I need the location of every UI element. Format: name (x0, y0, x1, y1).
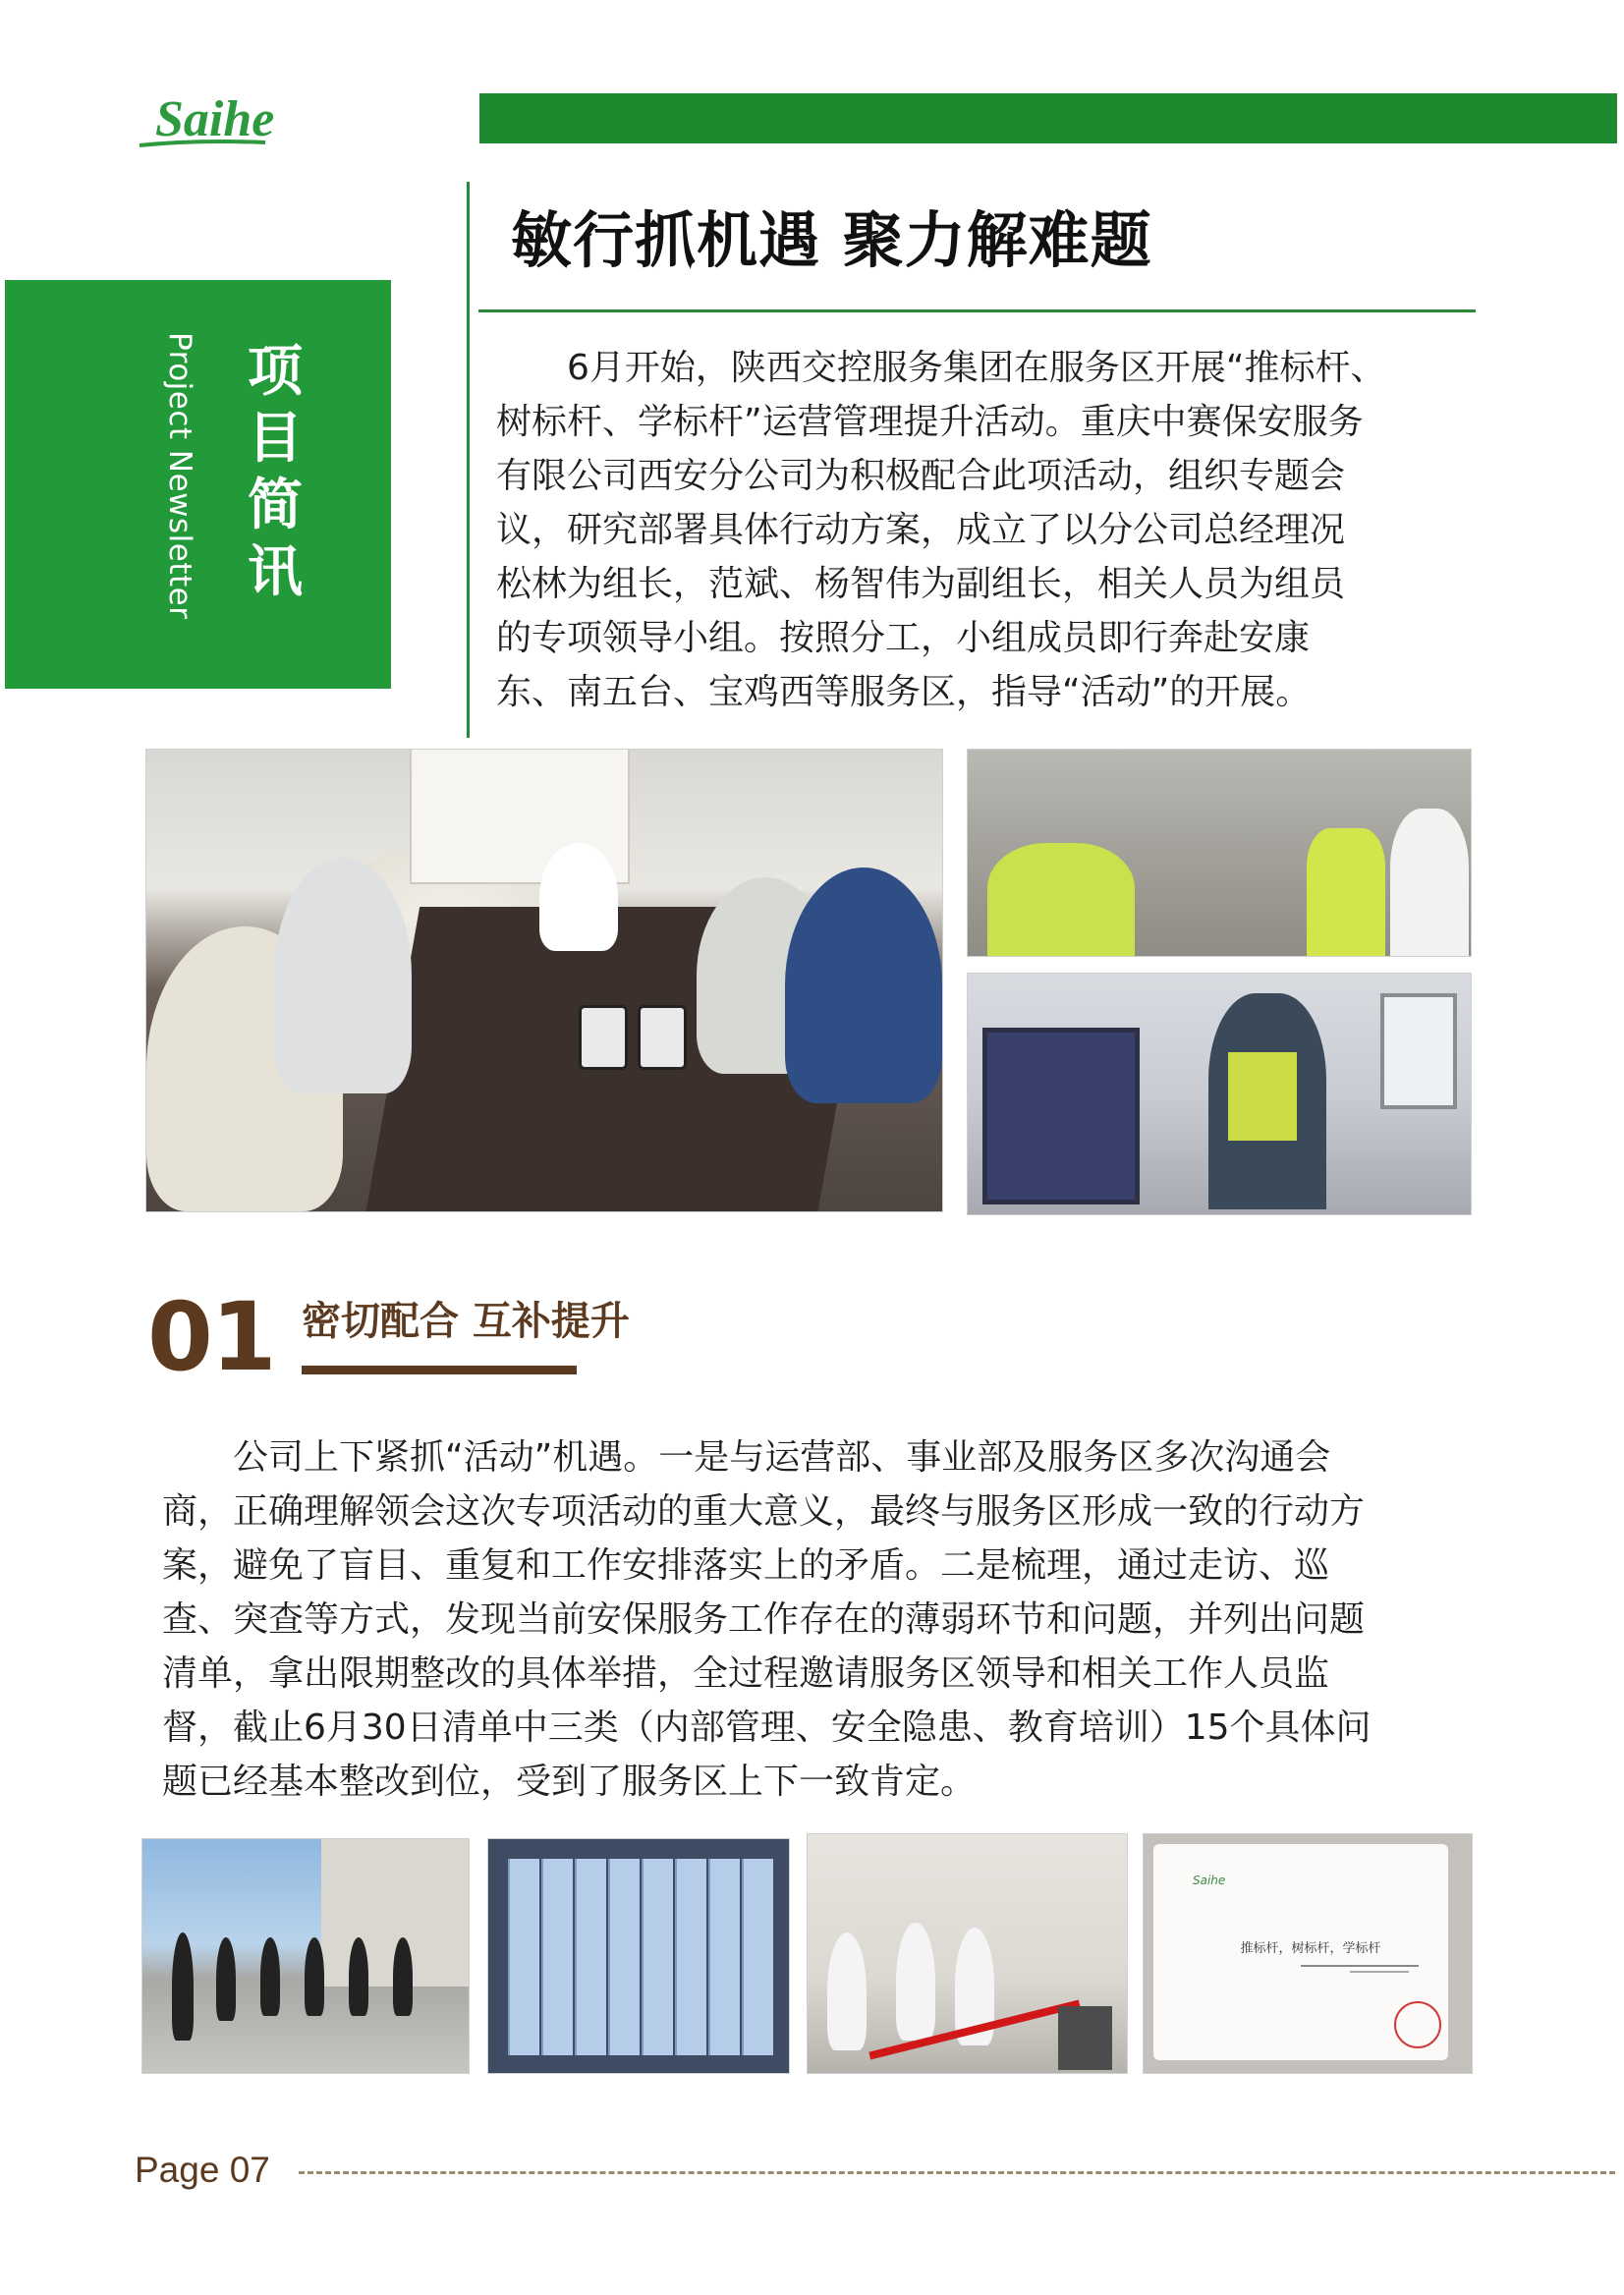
person-figure (349, 1937, 368, 2016)
binder (608, 1859, 640, 2055)
title-underline (478, 309, 1476, 312)
document-photo (1143, 1833, 1473, 2074)
section-line: 案，避免了盲目、重复和工作安排落实上的矛盾。二是梳理，通过走访、巡 (162, 1545, 1330, 1586)
dormitory-inspection-photo (967, 973, 1472, 1215)
vest-figure (1228, 1052, 1297, 1141)
guards-formation-photo (141, 1838, 470, 2074)
section-line: 商，正确理解领会这次专项活动的重大意义，最终与服务区形成一致的行动方 (162, 1491, 1366, 1532)
person-figure (827, 1932, 867, 2050)
section-line: 清单，拿出限期整改的具体举措，全过程邀请服务区领导和相关工作人员监 (162, 1653, 1330, 1694)
person-figure (393, 1937, 413, 2016)
logo-text: Saihe (155, 91, 275, 147)
binder (508, 1859, 539, 2055)
page-title: 敏行抓机遇 聚力解难题 (511, 204, 1152, 276)
section-number: 01 (147, 1282, 275, 1392)
intro-line: 松林为组长，范斌、杨智伟为副组长，相关人员为组员 (496, 564, 1346, 604)
person-figure (216, 1937, 236, 2021)
person-figure (274, 858, 412, 1093)
section-label-box (5, 280, 391, 689)
section-label-en: Project Newsletter (162, 332, 197, 620)
speaker (638, 1005, 687, 1070)
vertical-divider (467, 182, 470, 738)
document-subline (1350, 1971, 1409, 1973)
person-figure (305, 1937, 324, 2016)
intro-paragraph (496, 341, 1479, 719)
intro-line: 的专项领导小组。按照分工，小组成员即行奔赴安康 (496, 618, 1311, 658)
binders-photo (487, 1838, 790, 2074)
binder (675, 1859, 706, 2055)
window (1380, 993, 1457, 1109)
person-figure (896, 1923, 935, 2041)
section-title: 密切配合 互补提升 (302, 1299, 630, 1344)
person-figure (1390, 809, 1469, 956)
barrier-box (1058, 2006, 1112, 2070)
section-underline (302, 1366, 577, 1374)
section-line: 查、突查等方式，发现当前安保服务工作存在的薄弱环节和问题，并列出问题 (162, 1599, 1366, 1640)
intro-line: 议，研究部署具体行动方案，成立了以分公司总经理况 (496, 510, 1346, 550)
document-logo: Saihe (1193, 1874, 1226, 1887)
footer-dashed-rule (299, 2171, 1615, 2174)
red-seal (1394, 2001, 1441, 2048)
person-figure (539, 843, 618, 951)
person-figure (260, 1937, 280, 2016)
section-paragraph (162, 1430, 1457, 1809)
binder (708, 1859, 740, 2055)
speaker (579, 1005, 628, 1070)
intro-line: 6月开始，陕西交控服务集团在服务区开展“推标杆、 (496, 348, 1386, 388)
saihe-logo (138, 86, 344, 155)
inspection-parking-photo (967, 749, 1472, 957)
person-figure (172, 1932, 194, 2041)
bunk-bed (982, 1028, 1140, 1204)
header-green-bar (479, 93, 1617, 143)
section-line: 公司上下紧抓“活动”机遇。一是与运营部、事业部及服务区多次沟通会 (162, 1437, 1331, 1478)
intro-line: 东、南五台、宝鸡西等服务区，指导“活动”的开展。 (496, 672, 1312, 712)
gate-barrier-photo (807, 1833, 1128, 2074)
intro-line: 有限公司西安分公司为积极配合此项活动，组织专题会 (496, 456, 1346, 496)
person-figure (785, 868, 942, 1103)
section-line: 督，截止6月30日清单中三类（内部管理、安全隐患、教育培训）15个具体问 (162, 1707, 1372, 1748)
section-label-zh: 项目简讯 (248, 340, 303, 604)
binder (575, 1859, 606, 2055)
document-paper (1153, 1844, 1448, 2060)
vest-figure (1307, 828, 1385, 956)
intro-line: 树标杆、学标杆”运营管理提升活动。重庆中赛保安服务 (496, 402, 1364, 442)
document-subline (1301, 1965, 1419, 1967)
meeting-photo (145, 749, 943, 1212)
binder (742, 1859, 773, 2055)
vest-figure (987, 843, 1135, 956)
binder (541, 1859, 573, 2055)
binder (642, 1859, 673, 2055)
section-line: 题已经基本整改到位，受到了服务区上下一致肯定。 (162, 1762, 977, 1802)
document-heading: 推标杆，树标杆，学标杆 (1240, 1941, 1381, 1956)
page-number: Page 07 (135, 2150, 270, 2190)
